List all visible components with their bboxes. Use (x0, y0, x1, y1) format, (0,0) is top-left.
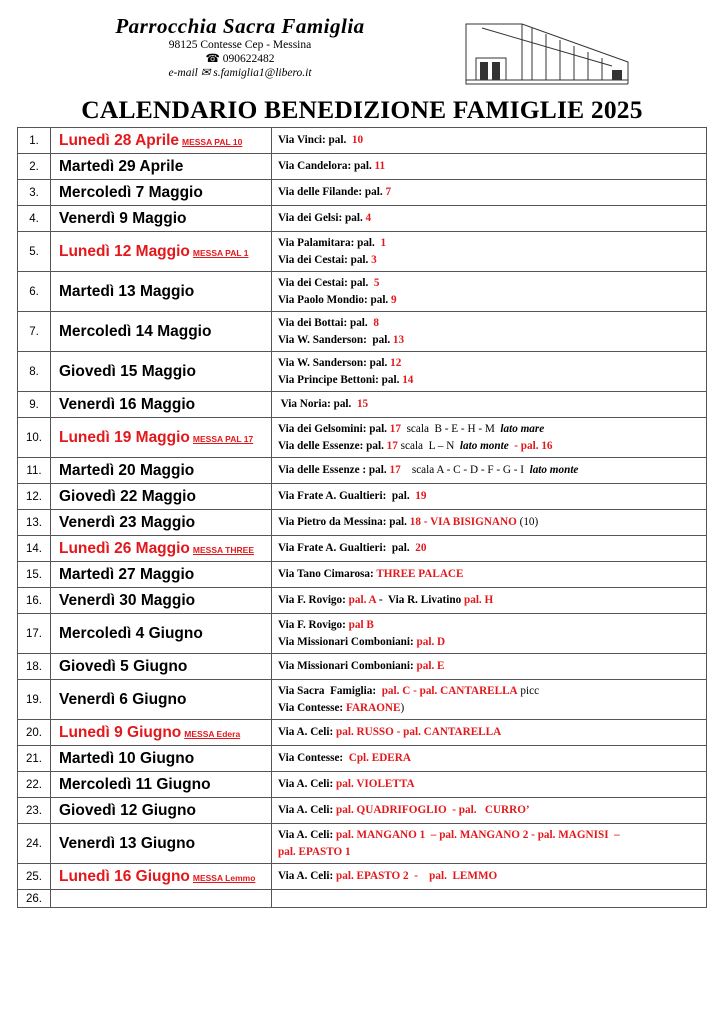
address-segment: Via Noria: pal. (278, 398, 357, 411)
table-row (18, 824, 707, 864)
address-segment: Via delle Essenze: pal. (278, 439, 387, 452)
address-segment: pal. H (464, 594, 494, 607)
address-segment: - Via R. Livatino (376, 594, 464, 607)
row-number: 13. (18, 510, 51, 536)
date-label: Giovedì 5 Giugno (59, 657, 188, 675)
date-label: Mercoledì 7 Maggio (59, 183, 203, 201)
table-row (18, 458, 707, 484)
mass-note: MESSA Edera (184, 728, 241, 739)
address-segment: 13 (392, 333, 405, 346)
address-segment: pal. A (348, 594, 377, 607)
mass-note: MESSA PAL 1 (192, 247, 249, 258)
row-number: 9. (18, 392, 51, 418)
church-logo-icon (462, 18, 632, 90)
visit-date (51, 772, 272, 798)
visit-date (51, 562, 272, 588)
address-segment: Via dei Gelsi: pal. (278, 212, 366, 225)
table-row (18, 484, 707, 510)
address-segment: lato monte (529, 464, 579, 477)
address-segment: pal. VIOLETTA (336, 778, 415, 791)
address-line (278, 802, 706, 819)
visit-date (51, 232, 272, 272)
address-segment: Via Contesse: (278, 701, 346, 714)
address-segment: 18 - VIA BISIGNANO (409, 516, 517, 529)
address-segment: Via Palamitara: pal. (278, 237, 381, 249)
table-row (18, 128, 707, 154)
address-segment: 4 (365, 212, 372, 225)
date-label: Lunedì 12 Maggio (59, 242, 190, 260)
visit-date (51, 154, 272, 180)
address-segment: Via Tano Cimarosa: (278, 568, 377, 581)
address-line (278, 292, 706, 309)
address-line (278, 827, 706, 844)
address-line (278, 275, 706, 292)
date-label: Lunedì 28 Aprile (59, 131, 180, 149)
address-segment: pal. D (416, 635, 446, 648)
visit-addresses (272, 154, 707, 180)
row-number: 4. (18, 206, 51, 232)
address-line (278, 844, 706, 861)
address-segment: 14 (402, 373, 414, 386)
address-line (278, 514, 706, 531)
parish-address: 98125 Contesse Cep - Messina (168, 39, 312, 51)
address-line (278, 634, 706, 651)
address-line (278, 235, 706, 252)
row-number: 26. (18, 890, 51, 908)
table-row (18, 890, 707, 908)
parish-phone: ☎ 090622482 (205, 53, 275, 65)
address-segment: 11 (374, 160, 386, 173)
address-segment: lato mare (500, 423, 545, 435)
visit-date (51, 798, 272, 824)
address-segment: Via Paolo Mondio: pal. (278, 293, 392, 306)
table-row (18, 232, 707, 272)
visit-addresses (272, 562, 707, 588)
visit-addresses (272, 352, 707, 392)
visit-addresses (272, 232, 707, 272)
address-segment: Via Frate A. Gualtieri: pal. (278, 490, 416, 503)
visit-date (51, 890, 272, 908)
mass-note: MESSA THREE (192, 544, 254, 555)
address-segment: Via dei Cestai: pal. (278, 253, 372, 266)
row-number: 20. (18, 720, 51, 746)
address-segment: Cpl. EDERA (348, 752, 411, 765)
table-row (18, 562, 707, 588)
table-row (18, 206, 707, 232)
visit-date (51, 392, 272, 418)
visit-addresses (272, 654, 707, 680)
address-segment: Via Candelora: pal. (278, 160, 375, 173)
address-segment: 8 (373, 317, 379, 329)
visit-addresses (272, 510, 707, 536)
address-segment: 15 (356, 398, 369, 411)
address-line (278, 617, 706, 634)
row-number: 7. (18, 312, 51, 352)
address-line (278, 252, 706, 269)
row-number: 8. (18, 352, 51, 392)
table-row (18, 588, 707, 614)
address-segment: Via F. Rovigo: (278, 619, 349, 631)
visit-addresses (272, 720, 707, 746)
visit-date (51, 824, 272, 864)
visit-date (51, 312, 272, 352)
table-row (18, 312, 707, 352)
address-line (278, 396, 706, 413)
address-line (278, 332, 706, 349)
address-segment: pal. EPASTO 1 (278, 845, 351, 858)
table-row (18, 272, 707, 312)
visit-date (51, 484, 272, 510)
address-line (278, 592, 706, 609)
address-segment: pal. QUADRIFOGLIO - pal. CURRO’ (336, 804, 530, 817)
table-row (18, 614, 707, 654)
visit-date (51, 614, 272, 654)
visit-addresses (272, 418, 707, 458)
visit-date (51, 458, 272, 484)
address-segment: Via delle Filande: pal. (278, 186, 386, 199)
visit-date (51, 864, 272, 890)
row-number: 18. (18, 654, 51, 680)
address-segment: pal. E (416, 660, 445, 673)
visit-addresses (272, 312, 707, 352)
address-line (278, 488, 706, 505)
visit-addresses (272, 614, 707, 654)
visit-addresses (272, 588, 707, 614)
parish-name: Parrocchia Sacra Famiglia (115, 14, 365, 38)
visit-date (51, 654, 272, 680)
visit-date (51, 418, 272, 458)
visit-addresses (272, 890, 707, 908)
visit-addresses (272, 746, 707, 772)
table-row (18, 418, 707, 458)
row-number: 14. (18, 536, 51, 562)
date-label: Martedì 20 Maggio (59, 461, 195, 479)
row-number: 2. (18, 154, 51, 180)
row-number: 22. (18, 772, 51, 798)
date-label: Lunedì 19 Maggio (59, 428, 190, 446)
address-segment: ) (400, 701, 405, 714)
address-line (278, 566, 706, 583)
address-line (278, 210, 706, 227)
visit-date (51, 588, 272, 614)
row-number: 5. (18, 232, 51, 272)
date-label: Giovedì 22 Maggio (59, 487, 196, 505)
address-segment: 1 (380, 237, 387, 249)
address-segment: 12 (390, 357, 402, 369)
address-line (278, 462, 706, 479)
address-segment: Via Sacra Famiglia: (278, 685, 382, 697)
date-label: Giovedì 15 Maggio (59, 362, 196, 380)
table-row (18, 746, 707, 772)
visit-date (51, 680, 272, 720)
address-segment: FARAONE (345, 701, 401, 714)
address-segment: - pal. 16 (508, 439, 553, 452)
table-row (18, 536, 707, 562)
visit-addresses (272, 458, 707, 484)
visit-addresses (272, 798, 707, 824)
visit-addresses (272, 272, 707, 312)
address-segment: Via A. Celi: (278, 870, 337, 883)
address-segment: 17 (389, 423, 401, 435)
address-segment: Via Missionari Comboniani: (278, 660, 417, 673)
row-number: 24. (18, 824, 51, 864)
address-line (278, 421, 706, 438)
address-line (278, 355, 706, 372)
address-segment: Via A. Celi: (278, 829, 337, 841)
address-segment: Via Principe Bettoni: pal. (278, 373, 403, 386)
address-segment: scala A - C - D - F - G - I (400, 464, 530, 477)
visit-addresses (272, 772, 707, 798)
address-segment: pal B (348, 619, 374, 631)
address-line (278, 683, 706, 700)
address-segment: 3 (371, 253, 377, 266)
address-segment: 17 (389, 464, 401, 477)
visit-addresses (272, 128, 707, 154)
address-line (278, 724, 706, 741)
row-number: 6. (18, 272, 51, 312)
row-number: 10. (18, 418, 51, 458)
address-segment: Via A. Celi: (278, 778, 337, 791)
mass-note: MESSA PAL 10 (182, 136, 243, 147)
table-row (18, 392, 707, 418)
address-segment: Via Frate A. Gualtieri: pal. (278, 542, 416, 555)
address-segment: 9 (391, 293, 397, 306)
parish-email: e-mail ✉ s.famiglia1@libero.it (168, 67, 312, 79)
mass-note: MESSA Lemmo (192, 872, 256, 883)
address-segment: (10) (516, 516, 539, 529)
address-segment: 7 (385, 186, 392, 199)
date-label: Lunedì 9 Giugno (59, 723, 182, 741)
table-row (18, 798, 707, 824)
address-segment: Via W. Sanderson: pal. (278, 333, 393, 346)
date-label: Venerdì 9 Maggio (59, 209, 187, 227)
table-row (18, 180, 707, 206)
row-number: 11. (18, 458, 51, 484)
date-label: Venerdì 23 Maggio (59, 513, 196, 531)
table-row (18, 772, 707, 798)
row-number: 1. (18, 128, 51, 154)
table-row (18, 680, 707, 720)
address-segment: Via Contesse: (278, 752, 349, 765)
date-label: Martedì 10 Giugno (59, 749, 195, 767)
table-row (18, 154, 707, 180)
table-row (18, 864, 707, 890)
visit-addresses (272, 536, 707, 562)
visit-addresses (272, 680, 707, 720)
date-label: Martedì 29 Aprile (59, 157, 184, 175)
visit-date (51, 510, 272, 536)
visit-addresses (272, 484, 707, 510)
table-row (18, 720, 707, 746)
date-label: Mercoledì 4 Giugno (59, 624, 203, 642)
address-line (278, 184, 706, 201)
date-label: Lunedì 26 Maggio (59, 539, 190, 557)
visit-addresses (272, 864, 707, 890)
visit-date (51, 720, 272, 746)
address-segment: Via A. Celi: (278, 804, 337, 817)
address-line (278, 158, 706, 175)
address-segment: lato monte (459, 439, 509, 452)
address-segment: Via A. Celi: (278, 726, 337, 739)
row-number: 16. (18, 588, 51, 614)
date-label: Lunedì 16 Giugno (59, 867, 190, 885)
address-line (278, 315, 706, 332)
address-segment: THREE PALACE (376, 568, 464, 581)
address-segment: 10 (351, 134, 364, 147)
visit-date (51, 128, 272, 154)
address-segment: scala L – N (397, 439, 460, 452)
table-row (18, 654, 707, 680)
date-label: Venerdì 13 Giugno (59, 834, 196, 852)
parish-header (110, 14, 370, 80)
table-row (18, 352, 707, 392)
row-number: 25. (18, 864, 51, 890)
mass-note: MESSA PAL 17 (192, 433, 254, 444)
address-segment: pal. C - pal. CANTARELLA (381, 685, 518, 697)
address-line (278, 540, 706, 557)
visit-addresses (272, 824, 707, 864)
visit-date (51, 352, 272, 392)
address-line (278, 868, 706, 885)
address-segment: Via Vinci: pal. (278, 134, 352, 147)
address-line (278, 658, 706, 675)
visit-date (51, 206, 272, 232)
address-line (278, 438, 706, 455)
address-segment: Via delle Essenze : pal. (278, 464, 390, 477)
address-segment: pal. EPASTO 2 - pal. LEMMO (336, 870, 498, 883)
table-row (18, 510, 707, 536)
address-segment: Via W. Sanderson: pal. (278, 357, 391, 369)
page-title: CALENDARIO BENEDIZIONE FAMIGLIE 2025 (81, 95, 643, 124)
date-label: Martedì 27 Maggio (59, 565, 195, 583)
address-segment: Via dei Gelsomini: pal. (278, 423, 390, 435)
date-label: Venerdì 30 Maggio (59, 591, 196, 609)
address-segment: pal. MANGANO 1 – pal. MANGANO 2 - pal. MAGNISI – (336, 829, 620, 841)
visit-date (51, 272, 272, 312)
visit-date (51, 746, 272, 772)
visit-addresses (272, 392, 707, 418)
address-segment: Via Pietro da Messina: pal. (278, 516, 410, 529)
row-number: 12. (18, 484, 51, 510)
address-segment: Via dei Cestai: pal. (278, 277, 374, 289)
date-label: Giovedì 12 Giugno (59, 801, 196, 819)
address-line (278, 372, 706, 389)
row-number: 21. (18, 746, 51, 772)
visit-date (51, 536, 272, 562)
address-segment: picc (517, 685, 540, 697)
address-segment: Via Missionari Comboniani: (278, 635, 417, 648)
address-line (278, 132, 706, 149)
row-number: 17. (18, 614, 51, 654)
row-number: 23. (18, 798, 51, 824)
row-number: 19. (18, 680, 51, 720)
address-line (278, 700, 706, 717)
visit-addresses (272, 180, 707, 206)
address-segment: scala B - E - H - M (400, 423, 501, 435)
address-segment: 19 (415, 490, 427, 503)
visit-date (51, 180, 272, 206)
address-segment: 20 (415, 542, 427, 555)
address-line (278, 776, 706, 793)
date-label: Mercoledì 11 Giugno (59, 775, 211, 793)
row-number: 3. (18, 180, 51, 206)
address-segment: pal. RUSSO - pal. CANTARELLA (336, 726, 502, 739)
date-label: Martedì 13 Maggio (59, 282, 195, 300)
row-number: 15. (18, 562, 51, 588)
address-segment: 5 (373, 277, 380, 289)
visit-addresses (272, 206, 707, 232)
date-label: Venerdì 16 Maggio (59, 395, 196, 413)
address-segment: Via F. Rovigo: (278, 594, 349, 607)
calendar-table (17, 127, 707, 908)
address-segment: Via dei Bottai: pal. (278, 317, 374, 329)
date-label: Venerdì 6 Giugno (59, 690, 187, 708)
address-segment: 17 (386, 439, 398, 452)
address-line (278, 750, 706, 767)
date-label: Mercoledì 14 Maggio (59, 322, 212, 340)
